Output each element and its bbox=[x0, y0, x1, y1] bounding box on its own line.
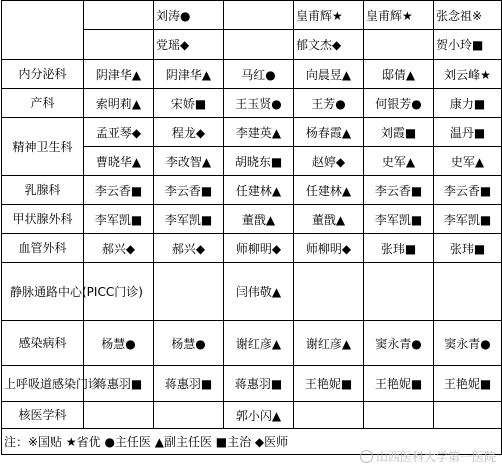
doctor-cell bbox=[224, 30, 294, 60]
doctor-cell: 郝兴◆ bbox=[84, 234, 154, 263]
doctor-cell: 蒋惠羽■ bbox=[224, 366, 294, 402]
doctor-cell: 王艳妮■ bbox=[294, 366, 364, 402]
doctor-cell: 温丹■ bbox=[434, 118, 502, 147]
doctor-cell bbox=[434, 402, 502, 429]
doctor-cell: 皇甫辉★ bbox=[364, 1, 434, 30]
watermark bbox=[360, 448, 496, 465]
dept-label: 精神卫生科 bbox=[2, 118, 84, 176]
table-row bbox=[2, 60, 502, 89]
doctor-cell: 杨慧● bbox=[84, 321, 154, 366]
watermark-text: 山西医科大学第一医院 bbox=[375, 450, 496, 464]
doctor-cell: 赵婷◆ bbox=[294, 147, 364, 176]
doctor-cell bbox=[224, 1, 294, 30]
doctor-cell: 李云香■ bbox=[84, 176, 154, 205]
doctor-cell: 邸倩▲ bbox=[364, 60, 434, 89]
table-row bbox=[2, 1, 502, 30]
doctor-cell: 刘云峰★ bbox=[434, 60, 502, 89]
doctor-cell: 李云香■ bbox=[154, 176, 224, 205]
hospital-logo-icon bbox=[360, 450, 373, 463]
doctor-cell: 张玮■ bbox=[434, 234, 502, 263]
doctor-cell: 曹晓华▲ bbox=[84, 147, 154, 176]
dept-label: 甲状腺外科 bbox=[2, 205, 84, 234]
doctor-cell: 史军▲ bbox=[434, 147, 502, 176]
legend-note: 注：※国贴 ★省优 ●主任医 ▲副主任医 ■主治 ◆医师 bbox=[2, 429, 502, 455]
doctor-cell: 张玮■ bbox=[364, 234, 434, 263]
doctor-cell: 何银芳● bbox=[364, 89, 434, 118]
doctor-cell: 李军凯■ bbox=[364, 205, 434, 234]
doctor-cell bbox=[294, 402, 364, 429]
doctor-cell: 皇甫辉★ bbox=[294, 1, 364, 30]
doctor-cell: 董戬▲ bbox=[294, 205, 364, 234]
doctor-cell: 郁文杰◆ bbox=[294, 30, 364, 60]
doctor-cell: 索明莉▲ bbox=[84, 89, 154, 118]
doctor-cell: 闫伟敬▲ bbox=[224, 263, 294, 321]
table-row bbox=[2, 89, 502, 118]
doctor-cell bbox=[84, 1, 154, 30]
doctor-cell: 康力■ bbox=[434, 89, 502, 118]
doctor-cell: 阴津华▲ bbox=[84, 60, 154, 89]
doctor-cell: 蒋惠羽■ bbox=[154, 366, 224, 402]
table-row bbox=[2, 205, 502, 234]
doctor-cell: 李改智▲ bbox=[154, 147, 224, 176]
table-row bbox=[2, 366, 502, 402]
dept-label: 血管外科 bbox=[2, 234, 84, 263]
doctor-cell: 郝兴◆ bbox=[154, 234, 224, 263]
doctor-cell: 王艳妮■ bbox=[364, 366, 434, 402]
doctor-cell: 胡晓东■ bbox=[224, 147, 294, 176]
doctor-cell: 程龙◆ bbox=[154, 118, 224, 147]
doctor-cell: 马红● bbox=[224, 60, 294, 89]
doctor-cell bbox=[294, 263, 364, 321]
table-row bbox=[2, 176, 502, 205]
doctor-cell: 孟亚琴◆ bbox=[84, 118, 154, 147]
doctor-cell bbox=[364, 263, 434, 321]
doctor-cell: 王芳● bbox=[294, 89, 364, 118]
doctor-cell bbox=[84, 402, 154, 429]
doctor-cell: 阴津华▲ bbox=[154, 60, 224, 89]
doctor-cell: 师柳明◆ bbox=[294, 234, 364, 263]
doctor-cell: 李军凯■ bbox=[84, 205, 154, 234]
table-row bbox=[2, 263, 502, 321]
doctor-cell: 李军凯■ bbox=[434, 205, 502, 234]
dept-label: 内分泌科 bbox=[2, 60, 84, 89]
doctor-cell: 窦永青● bbox=[434, 321, 502, 366]
doctor-cell: 杨慧● bbox=[154, 321, 224, 366]
doctor-cell: 史军▲ bbox=[364, 147, 434, 176]
doctor-cell: 郭小闪▲ bbox=[224, 402, 294, 429]
doctor-cell bbox=[84, 30, 154, 60]
doctor-cell: 窦永青● bbox=[364, 321, 434, 366]
doctor-cell: 任建林▲ bbox=[294, 176, 364, 205]
doctor-cell bbox=[434, 263, 502, 321]
doctor-cell: 张念祖※ bbox=[434, 1, 502, 30]
doctor-cell: 李建英▲ bbox=[224, 118, 294, 147]
dept-label: 核医学科 bbox=[2, 402, 84, 429]
doctor-cell: 李云香■ bbox=[434, 176, 502, 205]
doctor-cell: 贺小玲■ bbox=[434, 30, 502, 60]
doctor-cell: 李军凯■ bbox=[154, 205, 224, 234]
doctor-cell: 任建林▲ bbox=[224, 176, 294, 205]
dept-label: 乳腺科 bbox=[2, 176, 84, 205]
doctor-cell: 王艳妮■ bbox=[434, 366, 502, 402]
doctor-cell: 宋娇■ bbox=[154, 89, 224, 118]
dept-cell-empty bbox=[2, 1, 84, 60]
dept-label: 静脉通路中心(PICC门诊) bbox=[2, 263, 84, 321]
table-row bbox=[2, 118, 502, 147]
duty-schedule-table bbox=[1, 0, 502, 455]
doctor-cell bbox=[154, 402, 224, 429]
table-row bbox=[2, 234, 502, 263]
doctor-cell: 谢红彦▲ bbox=[294, 321, 364, 366]
doctor-cell: 师柳明◆ bbox=[224, 234, 294, 263]
doctor-cell: 谢红彦▲ bbox=[224, 321, 294, 366]
table-row bbox=[2, 402, 502, 429]
doctor-cell: 向晨昱▲ bbox=[294, 60, 364, 89]
doctor-cell bbox=[154, 263, 224, 321]
dept-label: 感染病科 bbox=[2, 321, 84, 366]
dept-label: 上呼吸道感染门诊 bbox=[2, 366, 84, 402]
doctor-cell bbox=[364, 402, 434, 429]
dept-label: 产科 bbox=[2, 89, 84, 118]
doctor-cell: 刘霞■ bbox=[364, 118, 434, 147]
doctor-cell: 刘涛● bbox=[154, 1, 224, 30]
doctor-cell bbox=[364, 30, 434, 60]
doctor-cell: 蒋惠羽■ bbox=[84, 366, 154, 402]
doctor-cell: 董戬▲ bbox=[224, 205, 294, 234]
doctor-cell: 李云香■ bbox=[364, 176, 434, 205]
doctor-cell: 党瑶◆ bbox=[154, 30, 224, 60]
table-row bbox=[2, 321, 502, 366]
doctor-cell: 杨春霞▲ bbox=[294, 118, 364, 147]
doctor-cell: 王玉贤● bbox=[224, 89, 294, 118]
